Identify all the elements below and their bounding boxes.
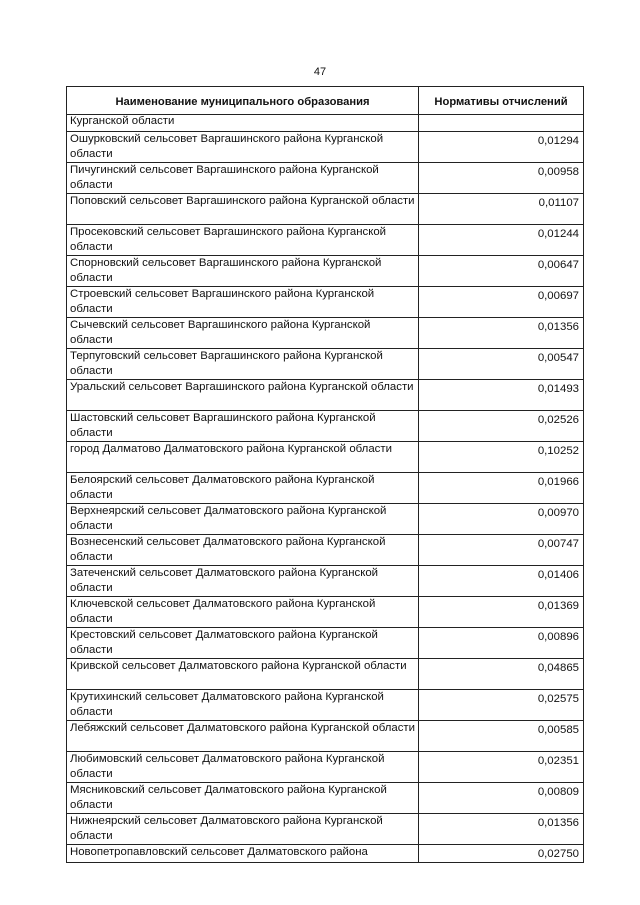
municipality-name: Ключевской сельсовет Далматовского района Курганской области: [67, 597, 419, 628]
table-row: [67, 597, 584, 628]
allocation-norm-value: 0,00697: [419, 287, 584, 318]
table-row: [67, 845, 584, 863]
allocation-norm-value: 0,02750: [419, 845, 584, 863]
table-body: [67, 115, 584, 863]
allocation-norm-value: 0,01369: [419, 597, 584, 628]
allocation-norm-value: 0,01356: [419, 318, 584, 349]
table-row: [67, 132, 584, 163]
table-row: [67, 659, 584, 690]
allocation-norm-value: 0,01356: [419, 814, 584, 845]
allocation-norm-value: 0,00896: [419, 628, 584, 659]
table-row: [67, 349, 584, 380]
table-row: [67, 225, 584, 256]
continuation-value-empty: [419, 115, 584, 132]
municipality-name: Сычевский сельсовет Варгашинского района Курганской области: [67, 318, 419, 349]
municipality-name: Нижнеярский сельсовет Далматовского района Курганской области: [67, 814, 419, 845]
municipality-name: Шастовский сельсовет Варгашинского района Курганской области: [67, 411, 419, 442]
table-header-row: [67, 87, 584, 115]
municipality-name: Белоярский сельсовет Далматовского района Курганской области: [67, 473, 419, 504]
municipality-name: Поповский сельсовет Варгашинского района Курганской области: [67, 194, 419, 225]
allocation-norm-value: 0,00585: [419, 721, 584, 752]
table-row: [67, 194, 584, 225]
continuation-text: Курганской области: [67, 115, 419, 132]
municipality-name: Крутихинский сельсовет Далматовского района Курганской области: [67, 690, 419, 721]
municipality-name: Ошурковский сельсовет Варгашинского района Курганской области: [67, 132, 419, 163]
allocation-norm-value: 0,01244: [419, 225, 584, 256]
municipality-name: Спорновский сельсовет Варгашинского района Курганской области: [67, 256, 419, 287]
table-row: [67, 721, 584, 752]
table-row: [67, 783, 584, 814]
municipality-name: Новопетропавловский сельсовет Далматовского района: [67, 845, 419, 863]
municipality-name: Затеченский сельсовет Далматовского района Курганской области: [67, 566, 419, 597]
page-number: 47: [313, 66, 327, 78]
table-row: [67, 535, 584, 566]
continuation-row: [67, 115, 584, 132]
municipality-name: Вознесенский сельсовет Далматовского района Курганской области: [67, 535, 419, 566]
municipality-name: город Далматово Далматовского района Курганской области: [67, 442, 419, 473]
allocation-norm-value: 0,02575: [419, 690, 584, 721]
table-row: [67, 442, 584, 473]
municipality-name: Кривской сельсовет Далматовского района Курганской области: [67, 659, 419, 690]
municipality-name: Мясниковский сельсовет Далматовского района Курганской области: [67, 783, 419, 814]
municipality-name: Лебяжский сельсовет Далматовского района Курганской области: [67, 721, 419, 752]
table-row: [67, 504, 584, 535]
allocation-norm-value: 0,00747: [419, 535, 584, 566]
allocation-norm-value: 0,04865: [419, 659, 584, 690]
table-row: [67, 287, 584, 318]
table-row: [67, 566, 584, 597]
municipality-name: Любимовский сельсовет Далматовского района Курганской области: [67, 752, 419, 783]
municipality-name: Просековский сельсовет Варгашинского района Курганской области: [67, 225, 419, 256]
table-row: [67, 318, 584, 349]
municipality-name: Пичугинский сельсовет Варгашинского района Курганской области: [67, 163, 419, 194]
allocation-norm-value: 0,10252: [419, 442, 584, 473]
allocation-norm-value: 0,00547: [419, 349, 584, 380]
allocation-norm-value: 0,01493: [419, 380, 584, 411]
header-municipality-name: Наименование муниципального образования: [67, 87, 419, 115]
allocation-norm-value: 0,02351: [419, 752, 584, 783]
table-row: [67, 690, 584, 721]
allocation-norm-value: 0,01294: [419, 132, 584, 163]
allocation-norm-value: 0,01107: [419, 194, 584, 225]
table-row: [67, 814, 584, 845]
allocation-norm-value: 0,00809: [419, 783, 584, 814]
municipality-name: Строевский сельсовет Варгашинского района Курганской области: [67, 287, 419, 318]
municipality-name: Уральский сельсовет Варгашинского района Курганской области: [67, 380, 419, 411]
table-row: [67, 163, 584, 194]
allocation-norm-value: 0,01406: [419, 566, 584, 597]
table-row: [67, 411, 584, 442]
header-allocation-norms: Нормативы отчислений: [419, 87, 584, 115]
municipality-name: Верхнеярский сельсовет Далматовского района Курганской области: [67, 504, 419, 535]
allocation-norm-value: 0,01966: [419, 473, 584, 504]
table-row: [67, 473, 584, 504]
municipality-name: Терпуговский сельсовет Варгашинского района Курганской области: [67, 349, 419, 380]
allocation-norm-value: 0,00958: [419, 163, 584, 194]
table-row: [67, 628, 584, 659]
allocation-norm-value: 0,00970: [419, 504, 584, 535]
municipality-name: Крестовский сельсовет Далматовского района Курганской области: [67, 628, 419, 659]
allocation-norm-value: 0,02526: [419, 411, 584, 442]
allocation-norms-table: [66, 86, 584, 863]
table-row: [67, 380, 584, 411]
table-row: [67, 752, 584, 783]
table-row: [67, 256, 584, 287]
allocation-norm-value: 0,00647: [419, 256, 584, 287]
